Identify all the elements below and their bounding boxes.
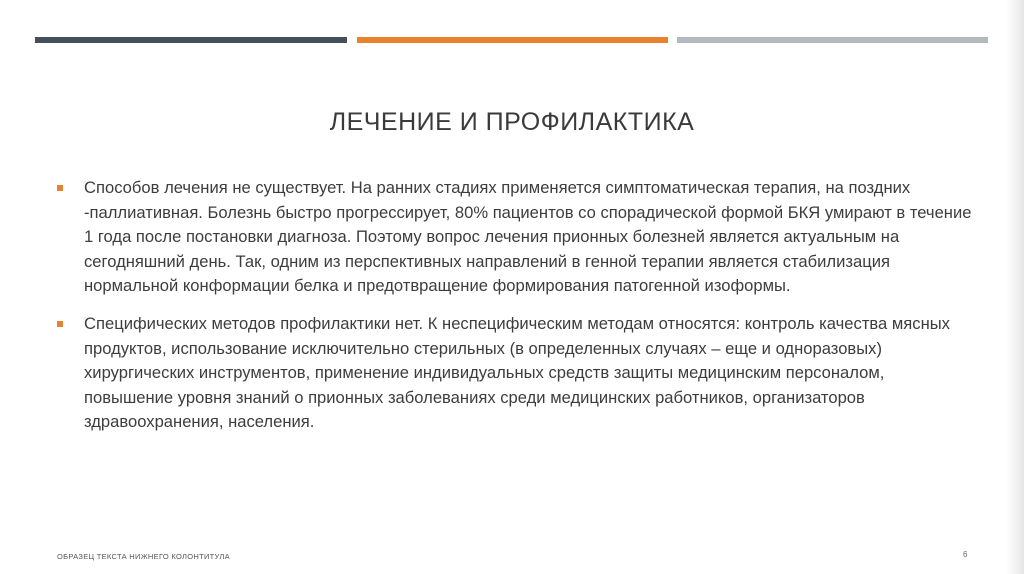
bullet-list bbox=[57, 176, 977, 448]
footer-text: ОБРАЗЕЦ ТЕКСТА НИЖНЕГО КОЛОНТИТУЛА bbox=[57, 552, 230, 561]
page-number: 6 bbox=[963, 550, 968, 559]
slide-title: ЛЕЧЕНИЕ И ПРОФИЛАКТИКА bbox=[329, 108, 695, 136]
bullet-text: Способов лечения не существует. На ранних стадиях применяется симптоматическая терапия, на поздних -паллиативная. Болезнь быстро прогрессирует, 80% пациентов со спорадической формой БКЯ умирают в течение 1 года после постановки диагноза. Поэтому вопрос лечения прионных болезней является актуальным на сегодняшний день. Так, одним из перспективных направлений в генной терапии является стабилизация нормальной конформации белка и предотвращение формирования патогенной изоформы. bbox=[84, 178, 972, 296]
bullet-item-treatment bbox=[57, 176, 977, 299]
square-bullet-icon bbox=[57, 185, 63, 191]
header-bar-dark bbox=[35, 37, 347, 43]
square-bullet-icon bbox=[57, 321, 63, 327]
header-bar-gray bbox=[677, 37, 988, 43]
bullet-item-prevention bbox=[57, 312, 977, 435]
header-bar-orange bbox=[357, 37, 668, 43]
bullet-text: Специфических методов профилактики нет. К неспецифическим методам относятся: контроль качества мясных продуктов, использование исключительно стерильных (в определенных случаях – еще и одноразовых) хирургических инструментов, применение индивидуальных средств защиты медицинским персоналом, повышение уровня знаний о прионных заболеваниях среди медицинских работников, организаторов здравоохранения, населения. bbox=[84, 313, 950, 432]
slide-edge-shadow bbox=[1006, 0, 1024, 574]
